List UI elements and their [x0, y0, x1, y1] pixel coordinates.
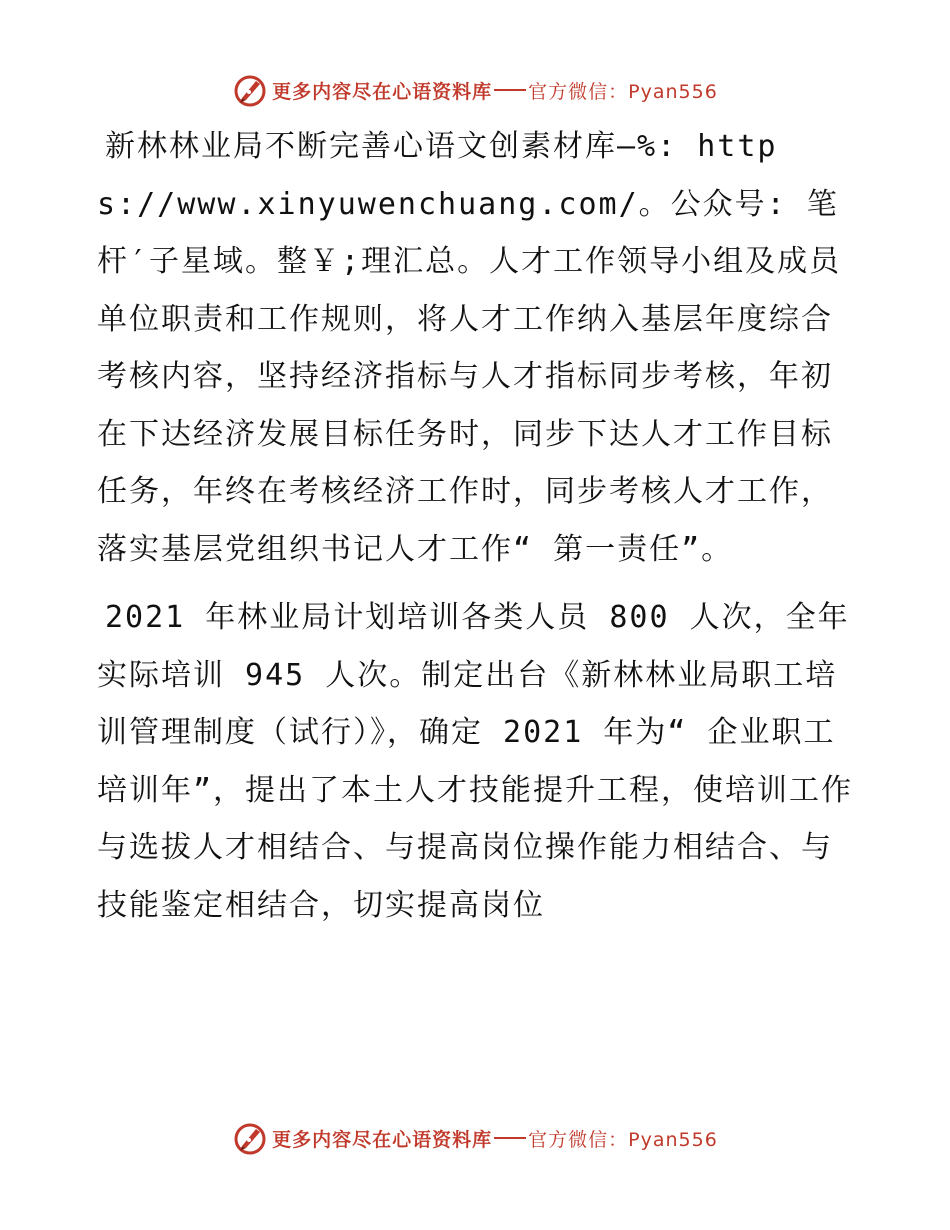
paragraph-2: 2021 年林业局计划培训各类人员 800 人次，全年实际培训 945 人次。制定出台《新林林业局职工培训管理制度（试行）》，确定 2021 年为“ 企业职工培训年”，提出了本土人才技能提升工程，使培训工作与选拔人才相结合、与提高岗位操作能力相结合、与技能鉴定相结合，切实提高岗位 [97, 600, 854, 923]
pen-logo-icon [232, 72, 268, 108]
header-banner-dash [494, 89, 526, 91]
footer-banner-wechat: 官方微信：Pyan556 [528, 1128, 718, 1151]
footer-banner-dash [494, 1137, 526, 1139]
body-text [97, 118, 855, 934]
footer-banner-title: 更多内容尽在心语资料库 [272, 1128, 493, 1151]
footer-banner [0, 1118, 950, 1158]
header-banner-title: 更多内容尽在心语资料库 [272, 80, 493, 103]
header-banner [0, 70, 950, 110]
paragraph-1: 新林林业局不断完善心语文创素材库—%: https://www.xinyuwenchuang.com/。公众号: 笔杆′子星域。整￥;理汇总。人才工作领导小组及成员单位职责和工作规则，将人才工作纳入基层年度综合考核内容，坚持经济指标与人才指标同步考核，年初在下达经济发展目标任务时，同步下达人才工作目标任务，年终在考核经济工作时，同步考核人才工作，落实基层党组织书记人才工作“ 第一责任”。 [97, 129, 842, 567]
header-banner-wechat: 官方微信：Pyan556 [528, 80, 718, 103]
pen-logo-icon [232, 1120, 268, 1156]
